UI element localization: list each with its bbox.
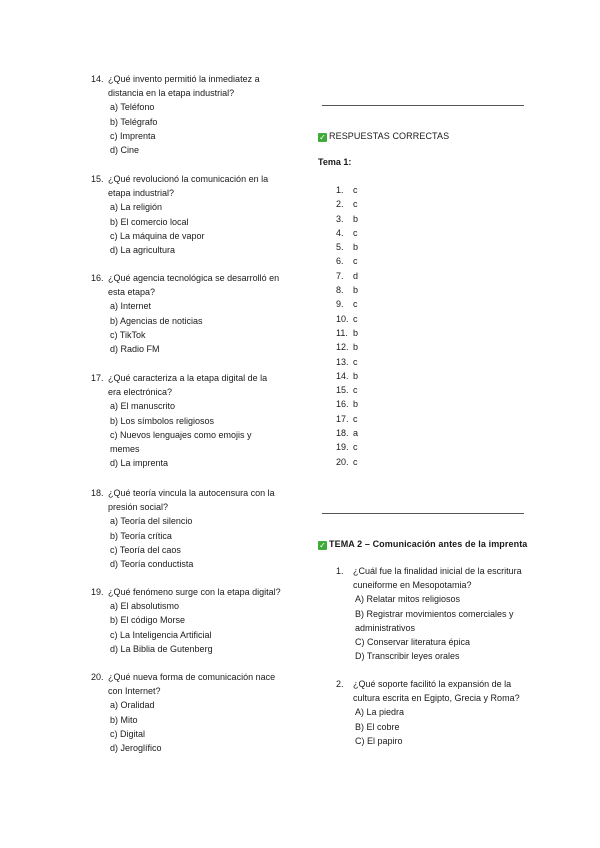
answer-letter: d <box>353 270 359 281</box>
question-text: cuneiforme en Mesopotamia? <box>353 580 472 591</box>
answer-option: c) La máquina de vapor <box>110 230 205 241</box>
answer-option: b) Telégrafo <box>110 116 158 127</box>
answer-list <box>336 183 358 469</box>
answer-letter: c <box>353 385 358 396</box>
answer-letter: b <box>353 342 359 353</box>
answer-number: 16. <box>336 399 349 410</box>
answer-letter: c <box>353 199 358 210</box>
answer-option: a) Internet <box>110 301 152 312</box>
answer-option: c) Nuevos lenguajes como emojis y <box>110 429 252 440</box>
answers-heading <box>318 131 449 142</box>
question-item <box>91 670 308 755</box>
answer-letter: b <box>353 213 359 224</box>
answer-row <box>336 254 358 268</box>
answer-number: 17. <box>336 413 349 424</box>
answer-option: D) Transcribir leyes orales <box>355 651 460 662</box>
question-item <box>91 72 308 157</box>
tema2-heading-text: TEMA 2 – Comunicación antes de la imprenta <box>329 539 528 549</box>
answer-option: d) Radio FM <box>110 344 160 355</box>
question-text: era electrónica? <box>108 387 173 398</box>
answer-row <box>336 455 358 469</box>
answer-number: 4. <box>336 227 344 238</box>
answer-row <box>336 340 358 354</box>
question-text: distancia en la etapa industrial? <box>108 88 235 99</box>
answer-option: c) Teoría del caos <box>110 544 181 555</box>
answer-row <box>336 312 358 326</box>
answer-option: a) Teléfono <box>110 102 155 113</box>
answer-letter: c <box>353 442 358 453</box>
question-number: 2. <box>336 679 344 689</box>
question-number: 17. <box>91 373 104 383</box>
answer-row <box>336 440 358 454</box>
answer-letter: c <box>353 185 358 195</box>
answer-option: a) La religión <box>110 202 163 213</box>
answer-option: d) La agricultura <box>110 245 176 256</box>
question-item <box>91 271 308 356</box>
answer-number: 18. <box>336 428 349 439</box>
answer-option: b) El comercio local <box>110 216 189 227</box>
answer-row <box>336 412 358 426</box>
answer-option: A) La piedra <box>355 707 405 718</box>
answer-row <box>336 226 358 240</box>
check-icon: ✓ <box>319 541 326 550</box>
answer-row <box>336 326 358 340</box>
answer-option: a) Teoría del silencio <box>110 516 193 527</box>
question-text: ¿Qué revolucionó la comunicación en la <box>108 174 269 184</box>
answer-number: 3. <box>336 213 344 224</box>
answer-option: c) Digital <box>110 728 146 739</box>
answer-option: A) Relatar mitos religiosos <box>355 594 461 605</box>
answer-letter: c <box>353 227 358 238</box>
answer-row <box>336 269 358 283</box>
divider-top <box>322 105 524 106</box>
answer-row <box>336 197 358 211</box>
answer-option: b) Mito <box>110 714 138 725</box>
answer-row <box>336 369 358 383</box>
tema2-heading <box>318 539 527 550</box>
answer-letter: b <box>353 285 359 296</box>
answer-number: 9. <box>336 299 344 310</box>
answer-letter: c <box>353 413 358 424</box>
answer-number: 14. <box>336 370 349 381</box>
answer-option: a) El absolutismo <box>110 601 180 612</box>
answer-letter: c <box>353 356 358 367</box>
answer-letter: b <box>353 399 359 410</box>
answer-option: b) Teoría crítica <box>110 530 172 541</box>
question-text: presión social? <box>108 502 169 513</box>
question-text: ¿Qué nueva forma de comunicación nace <box>108 672 276 682</box>
answer-number: 8. <box>336 285 344 296</box>
answer-number: 20. <box>336 456 349 467</box>
question-text: cultura escrita en Egipto, Grecia y Roma? <box>353 693 520 704</box>
question-number: 19. <box>91 587 104 597</box>
answer-row <box>336 240 358 254</box>
answer-number: 15. <box>336 385 349 396</box>
answer-number: 1. <box>336 185 344 195</box>
answer-option: B) El cobre <box>355 721 400 732</box>
question-text: ¿Cuál fue la finalidad inicial de la escritura <box>353 566 522 576</box>
answer-row <box>336 383 358 397</box>
divider-bottom <box>322 513 524 514</box>
question-item <box>91 172 308 257</box>
answer-option: b) Los símbolos religiosos <box>110 415 215 426</box>
answer-option: C) El papiro <box>355 735 403 746</box>
answer-number: 10. <box>336 313 349 324</box>
question-item <box>91 585 308 656</box>
answers-heading-text: RESPUESTAS CORRECTAS <box>329 131 450 141</box>
question-number: 16. <box>91 273 104 283</box>
answer-option: a) El manuscrito <box>110 401 176 412</box>
answer-option: B) Registrar movimientos comerciales y <box>355 608 514 619</box>
question-number: 15. <box>91 174 104 184</box>
answer-letter: b <box>353 370 359 381</box>
answer-letter: c <box>353 456 358 467</box>
answer-letter: b <box>353 327 359 338</box>
answer-letter: b <box>353 242 359 253</box>
answer-letter: c <box>353 313 358 324</box>
answer-number: 5. <box>336 242 344 253</box>
question-number: 18. <box>91 488 104 498</box>
answer-option: a) Oralidad <box>110 700 155 711</box>
answer-number: 7. <box>336 270 344 281</box>
question-item <box>91 486 308 571</box>
answer-option: d) La Biblia de Gutenberg <box>110 643 213 654</box>
answer-letter: c <box>353 299 358 310</box>
question-number: 20. <box>91 672 104 682</box>
question-text: ¿Qué agencia tecnológica se desarrolló en <box>108 273 280 283</box>
answer-option: c) TikTok <box>110 329 146 340</box>
answer-row <box>336 212 358 226</box>
question-text: esta etapa? <box>108 287 156 298</box>
check-icon: ✓ <box>319 133 326 142</box>
answer-option: b) El código Morse <box>110 615 186 626</box>
answer-option: C) Conservar literatura épica <box>355 637 471 648</box>
question-number: 14. <box>91 74 104 84</box>
tema2-question-item <box>336 564 553 663</box>
answer-row <box>336 283 358 297</box>
answer-number: 13. <box>336 356 349 367</box>
answer-number: 11. <box>336 327 348 338</box>
question-number: 1. <box>336 566 344 576</box>
answer-row <box>336 183 358 197</box>
question-text: ¿Qué soporte facilitó la expansión de la <box>353 679 512 689</box>
answer-option: b) Agencias de noticias <box>110 315 203 326</box>
answer-option: administrativos <box>355 622 416 633</box>
question-text: ¿Qué teoría vincula la autocensura con la <box>108 488 275 498</box>
tema1-label: Tema 1: <box>318 157 352 167</box>
answer-letter: a <box>353 428 359 439</box>
answer-number: 19. <box>336 442 349 453</box>
answer-option: c) La Inteligencia Artificial <box>110 629 212 640</box>
answer-option: d) La imprenta <box>110 458 169 469</box>
question-text: etapa industrial? <box>108 188 175 199</box>
question-text: ¿Qué fenómeno surge con la etapa digital? <box>108 587 281 597</box>
answer-row <box>336 397 358 411</box>
question-text: ¿Qué caracteriza a la etapa digital de la <box>108 373 268 383</box>
question-item <box>91 371 308 470</box>
answer-option: d) Jeroglífico <box>110 743 162 754</box>
question-text: con Internet? <box>108 686 161 697</box>
answer-number: 6. <box>336 256 344 267</box>
answer-number: 2. <box>336 199 344 210</box>
tema2-question-item <box>336 677 553 748</box>
answer-option: c) Imprenta <box>110 130 156 141</box>
answer-row <box>336 355 358 369</box>
question-text: ¿Qué invento permitió la inmediatez a <box>108 74 260 84</box>
answer-option: memes <box>110 444 140 455</box>
answer-option: d) Cine <box>110 145 140 156</box>
answer-row <box>336 297 358 311</box>
answer-option: d) Teoría conductista <box>110 559 194 570</box>
answer-number: 12. <box>336 342 349 353</box>
answer-letter: c <box>353 256 358 267</box>
answer-row <box>336 426 358 440</box>
